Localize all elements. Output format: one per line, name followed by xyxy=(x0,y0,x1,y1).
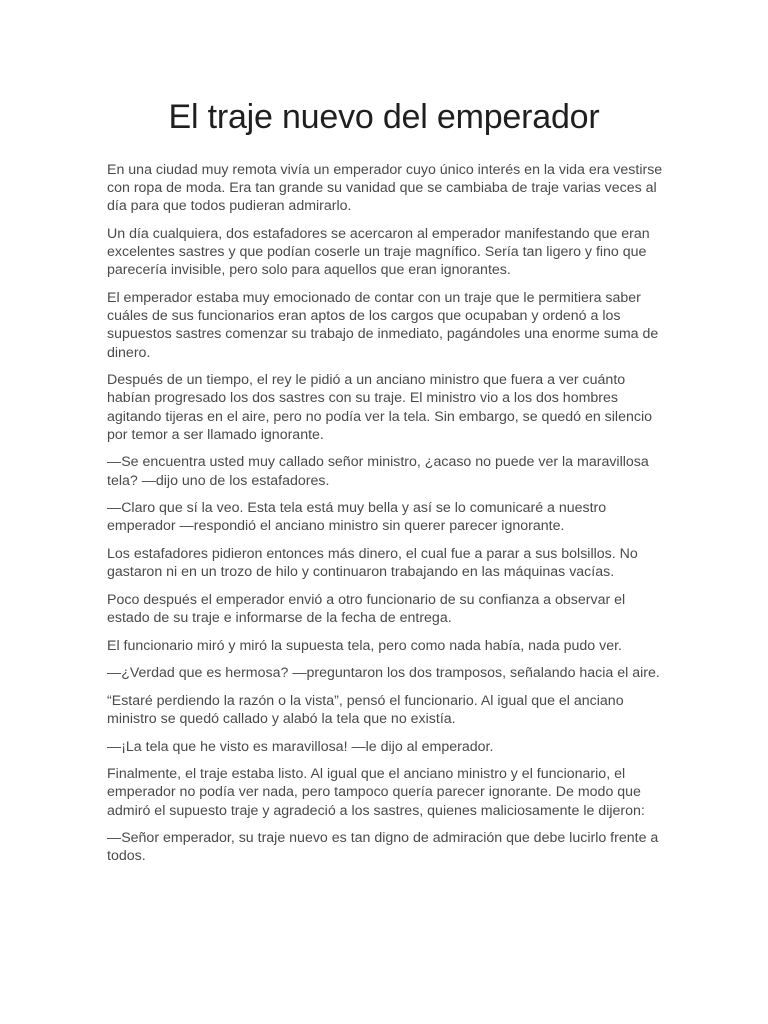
document-title: El traje nuevo del emperador xyxy=(168,98,600,136)
paragraph: Poco después el emperador envió a otro funcionario de su confianza a observar el estado de su traje e informarse de la fecha de entrega. xyxy=(107,591,626,626)
paragraph: En una ciudad muy remota vivía un emperador cuyo único interés en la vida era vestirse con ropa de moda. Era tan grande su vanidad que se cambiaba de traje varias veces al día para que todos pudieran admirarlo. xyxy=(107,162,663,215)
paragraph: Un día cualquiera, dos estafadores se acercaron al emperador manifestando que eran excelentes sastres y que podían coserle un traje magnífico. Sería tan ligero y fino que parecería invisible, pero solo para aquellos que eran ignorantes. xyxy=(107,226,650,279)
paragraph: —Claro que sí la veo. Esta tela está muy bella y así se lo comunicaré a nuestro emperador —respondió el anciano ministro sin querer parecer ignorante. xyxy=(107,500,607,535)
paragraph: —Se encuentra usted muy callado señor ministro, ¿acaso no puede ver la maravillosa tela? —dijo uno de los estafadores. xyxy=(107,454,649,489)
paragraph: —¡La tela que he visto es maravillosa! —le dijo al emperador. xyxy=(107,738,494,755)
paragraph: “Estaré perdiendo la razón o la vista”, pensó el funcionario. Al igual que el anciano ministro se quedó callado y alabó la tela que no existía. xyxy=(107,692,624,727)
paragraph: —¿Verdad que es hermosa? —preguntaron los dos tramposos, señalando hacia el aire. xyxy=(107,665,660,682)
paragraph: Finalmente, el traje estaba listo. Al igual que el anciano ministro y el funcionario, el emperador no podía ver nada, pero tampoco quería parecer ignorante. De modo que admiró el supuesto traje y agradeció a los sastres, quienes maliciosamente le dijeron: xyxy=(107,766,645,819)
paragraph: —Señor emperador, su traje nuevo es tan digno de admiración que debe lucirlo frente a todos. xyxy=(107,830,659,865)
paragraph: Después de un tiempo, el rey le pidió a un anciano ministro que fuera a ver cuánto habían progresado los dos sastres con su traje. El ministro vio a los dos hombres agitando tijeras en el aire, pero no podía ver la tela. Sin embargo, se quedó en silencio por temor a ser llamado ignorante. xyxy=(107,372,652,443)
paragraph: Los estafadores pidieron entonces más dinero, el cual fue a parar a sus bolsillos. No gastaron ni en un trozo de hilo y continuaron trabajando en las máquinas vacías. xyxy=(107,546,638,581)
paragraph: El funcionario miró y miró la supuesta tela, pero como nada había, nada pudo ver. xyxy=(107,637,622,654)
paragraph: El emperador estaba muy emocionado de contar con un traje que le permitiera saber cuáles de sus funcionarios eran aptos de los cargos que ocupaban y ordenó a los supuestos sastres comenzar su trabajo de inmediato, pagándoles una enorme suma de dinero. xyxy=(107,290,659,361)
document-body xyxy=(107,161,667,875)
